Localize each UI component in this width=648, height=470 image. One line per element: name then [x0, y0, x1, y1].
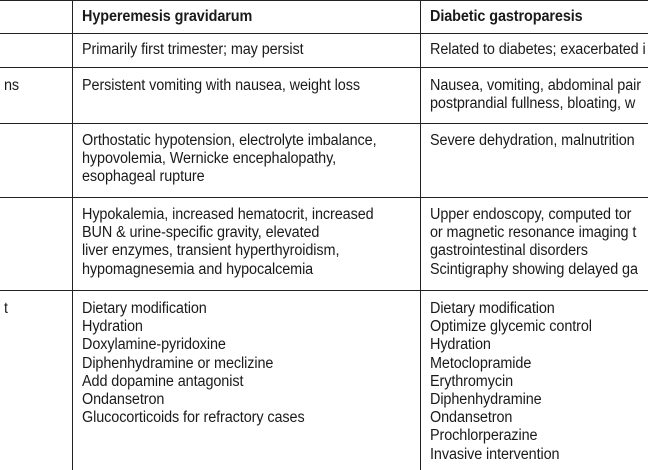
cell-line: gastrointestinal disorders [430, 242, 588, 260]
cell-line: t [4, 300, 8, 317]
row-divider [0, 67, 648, 68]
cell-hyperemesis-treatment [82, 300, 305, 427]
cell-hyperemesis-diagnosis [82, 206, 374, 279]
cell-line: Primarily first trimester; may persist [82, 41, 304, 58]
cell-line: postprandial fullness, bloating, w [430, 95, 636, 113]
cell-line: Upper endoscopy, computed tor [430, 206, 632, 223]
cell-line: or magnetic resonance imaging t [430, 224, 637, 242]
row-label-symptoms [4, 77, 19, 95]
cell-hyperemesis-symptoms [82, 77, 360, 95]
cell-line: Hydration [82, 318, 143, 336]
cell-line: liver enzymes, transient hyperthyroidism, [82, 242, 340, 260]
cell-line: Persistent vomiting with nausea, weight loss [82, 77, 360, 94]
cell-line: Dietary modification [82, 300, 207, 317]
row-divider [0, 123, 648, 124]
cell-line: Add dopamine antagonist [82, 372, 244, 390]
cell-line: Glucocorticoids for refractory cases [82, 409, 305, 427]
cell-gastroparesis-complications [430, 132, 635, 150]
cell-line: Hypokalemia, increased hematocrit, increased [82, 206, 374, 223]
cell-line: Nausea, vomiting, abdominal pair [430, 77, 641, 94]
header-hyperemesis: Hyperemesis gravidarum [82, 8, 253, 25]
cell-gastroparesis-treatment [430, 300, 592, 464]
cell-hyperemesis-complications [82, 132, 377, 187]
cell-gastroparesis-onset [430, 41, 646, 59]
row-divider [0, 197, 648, 198]
cell-line: hypomagnesemia and hypocalcemia [82, 260, 314, 278]
cell-line: Orthostatic hypotension, electrolyte imbalance, [82, 132, 377, 149]
cell-line: Hydration [430, 336, 491, 354]
cell-gastroparesis-diagnosis [430, 206, 638, 279]
cell-line: Optimize glycemic control [430, 318, 592, 336]
column-divider [72, 0, 73, 470]
cell-line: Doxylamine-pyridoxine [82, 336, 226, 354]
cell-line: hypovolemia, Wernicke encephalopathy, [82, 150, 337, 168]
cell-line: BUN & urine-specific gravity, elevated [82, 224, 320, 242]
cell-line: Prochlorperazine [430, 427, 538, 445]
row-label-treatment [4, 300, 8, 318]
cell-line: Scintigraphy showing delayed ga [430, 260, 638, 278]
cell-line: Ondansetron [82, 391, 165, 409]
cell-hyperemesis-onset [82, 41, 304, 59]
column-divider [420, 0, 421, 470]
table-top-border [0, 0, 648, 1]
cell-line: Erythromycin [430, 372, 514, 390]
cell-line: ns [4, 77, 20, 94]
cell-line: Related to diabetes; exacerbated i [430, 41, 646, 58]
row-divider [0, 33, 648, 34]
cell-line: esophageal rupture [82, 168, 205, 186]
row-divider [0, 290, 648, 291]
header-gastroparesis: Diabetic gastroparesis [430, 8, 583, 25]
cell-line: Severe dehydration, malnutrition [430, 132, 635, 149]
cell-line: Invasive intervention [430, 445, 560, 463]
cell-line: Diphenhydramine [430, 391, 542, 409]
cell-line: Diphenhydramine or meclizine [82, 354, 274, 372]
cell-line: Dietary modification [430, 300, 555, 317]
cell-gastroparesis-symptoms [430, 77, 641, 113]
cell-line: Ondansetron [430, 409, 513, 427]
cell-line: Metoclopramide [430, 354, 532, 372]
